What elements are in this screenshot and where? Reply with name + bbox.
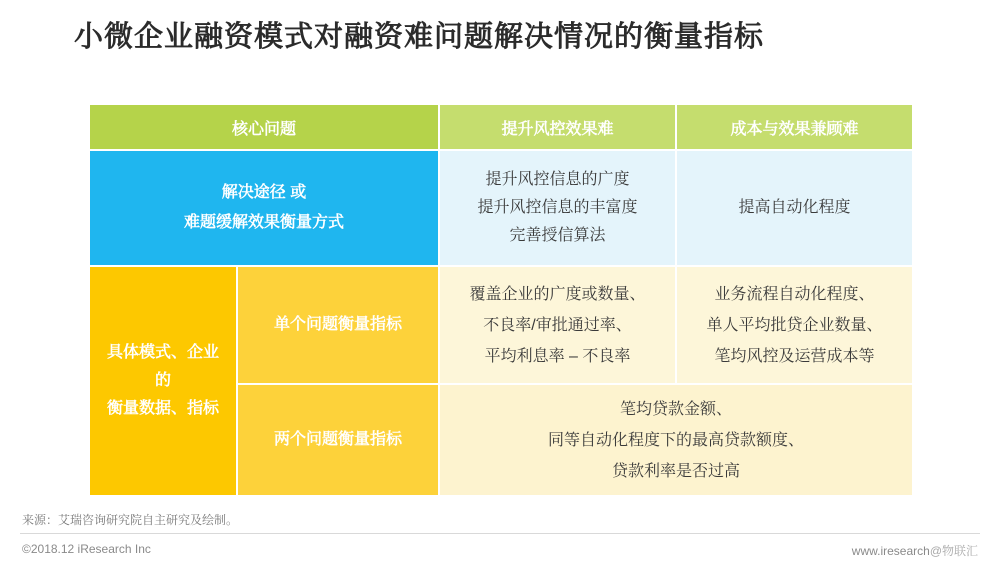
matrix-table [88, 103, 914, 497]
page-title: 小微企业融资模式对融资难问题解决情况的衡量指标 [74, 21, 765, 53]
source-note: 来源：艾瑞咨询研究院自主研究及绘制。 [22, 513, 239, 527]
site-url [852, 542, 978, 559]
cell-solution-cost-effect [676, 150, 913, 266]
cell-dual-metric-line1: 笔均贷款金额、 [620, 400, 733, 418]
cell-single-metric-risk-control-line3: 平均利息率 – 不良率 [484, 347, 631, 365]
cell-single-metric-cost-effect-line1: 业务流程自动化程度、 [714, 285, 875, 303]
row-label-concrete-mode-line1: 具体模式、企业 [106, 344, 219, 361]
header-cell-core-problem: 核心问题 [89, 104, 439, 150]
table-header-row [89, 104, 913, 150]
site-url-text: www.iresearch [851, 544, 930, 558]
cell-single-metric-risk-control-line2: 不良率/审批通过率、 [483, 316, 632, 334]
matrix-table-wrapper [88, 103, 912, 497]
footer-divider [20, 533, 980, 534]
watermark-text: @物联汇 [929, 544, 978, 558]
cell-single-metric-cost-effect-line2: 单人平均批贷企业数量、 [706, 316, 883, 334]
cell-solution-risk-control-line2: 提升风控信息的丰富度 [477, 199, 638, 216]
row-label-concrete-mode [89, 266, 237, 496]
header-cell-cost-effect: 成本与效果兼顾难 [676, 104, 913, 150]
row-label-concrete-mode-line3: 衡量数据、指标 [106, 400, 219, 417]
cell-single-metric-cost-effect-line3: 笔均风控及运营成本等 [714, 347, 875, 365]
header-cell-risk-control: 提升风控效果难 [439, 104, 676, 150]
sub-label-single-problem-metric: 单个问题衡量指标 [237, 266, 439, 384]
cell-single-metric-risk-control [439, 266, 676, 384]
copyright-text: ©2018.12 iResearch Inc [22, 542, 151, 556]
row-label-solution-path-line2: 难题缓解效果衡量方式 [184, 214, 345, 231]
table-row-single-metric [89, 266, 913, 384]
cell-solution-risk-control [439, 150, 676, 266]
cell-solution-cost-effect-line1: 提高自动化程度 [738, 199, 851, 216]
cell-dual-metric-line3: 贷款利率是否过高 [612, 462, 741, 480]
row-label-concrete-mode-line2: 的 [154, 372, 171, 389]
sub-label-dual-problem-metric: 两个问题衡量指标 [237, 384, 439, 496]
row-label-solution-path [89, 150, 439, 266]
cell-dual-metric-merged [439, 384, 913, 496]
cell-single-metric-risk-control-line1: 覆盖企业的广度或数量、 [469, 285, 646, 303]
row-label-solution-path-line1: 解决途径 或 [221, 184, 307, 201]
table-row-solutions [89, 150, 913, 266]
cell-solution-risk-control-line3: 完善授信算法 [509, 227, 606, 244]
cell-solution-risk-control-line1: 提升风控信息的广度 [485, 171, 630, 188]
cell-single-metric-cost-effect [676, 266, 913, 384]
cell-dual-metric-line2: 同等自动化程度下的最高贷款额度、 [548, 431, 805, 449]
